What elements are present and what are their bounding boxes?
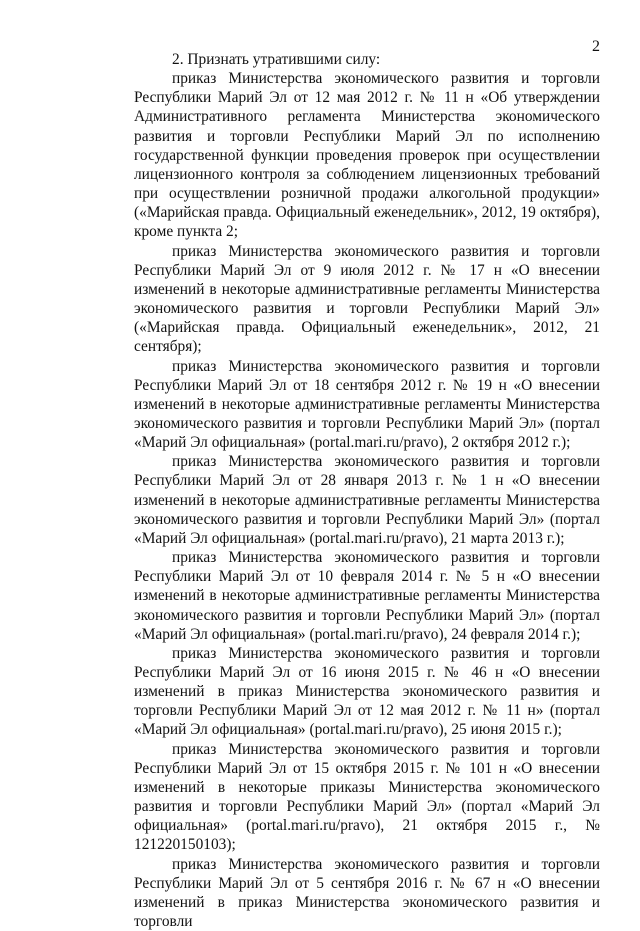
repealed-order-6: приказ Министерства экономического развития и торговли Республики Марий Эл от 16 июня 2015 г. № 46 н «О внесении изменений в приказ Министерства экономического развития и торговли Республики Марий Эл от 12 мая 2012 г. № 11 н» (портал «Марий Эл официальная» (portal.mari.ru/pravo), 25 июня 2015 г.); (134, 644, 600, 739)
repealed-order-8: приказ Министерства экономического развития и торговли Республики Марий Эл от 5 сентября 2016 г. № 67 н «О внесении изменений в приказ Министерства экономического развития и торговли (134, 855, 600, 931)
repealed-order-3: приказ Министерства экономического развития и торговли Республики Марий Эл от 18 сентября 2012 г. № 19 н «О внесении изменений в некоторые административные регламенты Министерства экономического развития и торговли Республики Марий Эл» (портал «Марий Эл официальная» (portal.mari.ru/pravo), 2 октября 2012 г.); (134, 357, 600, 452)
repealed-order-4: приказ Министерства экономического развития и торговли Республики Марий Эл от 28 января 2013 г. № 1 н «О внесении изменений в некоторые административные регламенты Министерства экономического развития и торговли Республики Марий Эл» (портал «Марий Эл официальная» (portal.mari.ru/pravo), 21 марта 2013 г.); (134, 453, 600, 547)
repealed-order-5: приказ Министерства экономического развития и торговли Республики Марий Эл от 10 февраля 2014 г. № 5 н «О внесении изменений в некоторые административные регламенты Министерства экономического развития и торговли Республики Марий Эл» (портал «Марий Эл официальная» (portal.mari.ru/pravo), 24 февраля 2014 г.); (134, 549, 600, 643)
document-body (134, 50, 600, 931)
page-number: 2 (592, 38, 600, 55)
repealed-order-7: приказ Министерства экономического развития и торговли Республики Марий Эл от 15 октября 2015 г. № 101 н «О внесении изменений в некоторые приказы Министерства экономического развития и торговли Республики Марий Эл» (портал «Марий Эл официальная» (portal.mari.ru/pravo), 21 октября 2015 г., № 121220150103); (134, 740, 600, 854)
repealed-order-2: приказ Министерства экономического развития и торговли Республики Марий Эл от 9 июля 2012 г. № 17 н «О внесении изменений в некоторые административные регламенты Министерства экономического развития и торговли Республики Марий Эл» («Марийская правда. Официальный еженедельник», 2012, 21 сентября); (134, 242, 600, 356)
section-heading: 2. Признать утратившими силу: (172, 51, 381, 68)
repealed-order-1: приказ Министерства экономического развития и торговли Республики Марий Эл от 12 мая 2012 г. № 11 н «Об утверждении Административного регламента Министерства экономического развития и торговли Республики Марий Эл по исполнению государственной функции проведения проверок при осуществлении лицензионного контроля за соблюдением лицензионных требований при осуществлении розничной продажи алкогольной продукции» («Марийская правда. Официальный еженедельник», 2012, 19 октября), кроме пункта 2; (134, 70, 600, 241)
